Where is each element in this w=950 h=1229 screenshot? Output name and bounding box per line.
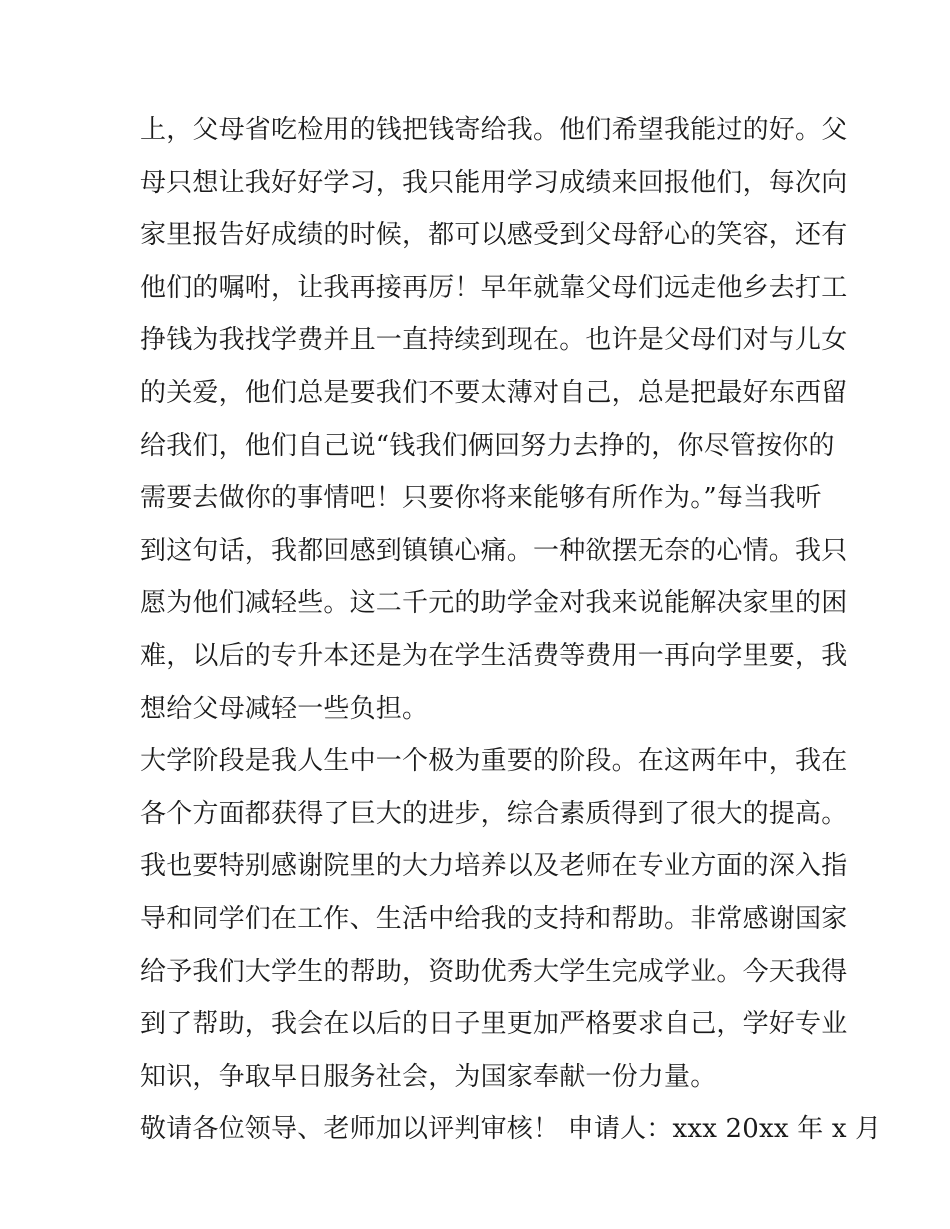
text-line: 难，以后的专升本还是为在学生活费等费用一再向学里要，我 xyxy=(140,640,848,671)
signature-line: 敬请各位领导、老师加以评判审核！ 申请人：xxx 20xx 年 x 月 xyxy=(140,1114,882,1145)
text-line: 各个方面都获得了巨大的进步，综合素质得到了很大的提高。 xyxy=(140,798,848,829)
text-line: 给我们，他们自己说“钱我们俩回努力去挣的，你尽管按你的 xyxy=(140,430,835,461)
text-line: 母只想让我好好学习，我只能用学习成绩来回报他们，每次向 xyxy=(140,167,848,198)
text-line: 我也要特别感谢院里的大力培养以及老师在专业方面的深入指 xyxy=(140,851,848,882)
text-line: 需要去做你的事情吧！只要你将来能够有所作为。”每当我听 xyxy=(140,483,822,514)
text-line: 挣钱为我找学费并且一直持续到现在。也许是父母们对与儿女 xyxy=(140,325,848,356)
text-line: 的关爱，他们总是要我们不要太薄对自己，总是把最好东西留 xyxy=(140,377,848,408)
document-body xyxy=(140,104,882,1156)
text-line: 愿为他们减轻些。这二千元的助学金对我来说能解决家里的困 xyxy=(140,588,848,619)
paragraph-end-line: 知识，争取早日服务社会，为国家奉献一份力量。 xyxy=(140,1061,717,1092)
text-line: 大学阶段是我人生中一个极为重要的阶段。在这两年中，我在 xyxy=(140,746,848,777)
text-line: 他们的嘱咐，让我再接再厉！早年就靠父母们远走他乡去打工 xyxy=(140,272,848,303)
text-line: 家里报告好成绩的时候，都可以感受到父母舒心的笑容，还有 xyxy=(140,220,848,251)
text-line: 上，父母省吃检用的钱把钱寄给我。他们希望我能过的好。父 xyxy=(140,115,848,145)
text-line: 给予我们大学生的帮助，资助优秀大学生完成学业。今天我得 xyxy=(140,956,848,987)
text-line: 到了帮助，我会在以后的日子里更加严格要求自己，学好专业 xyxy=(140,1009,848,1040)
paragraph-end-line: 想给父母减轻一些负担。 xyxy=(140,693,429,724)
text-line: 到这句话，我都回感到镇镇心痛。一种欲摆无奈的心情。我只 xyxy=(140,535,848,566)
text-line: 导和同学们在工作、生活中给我的支持和帮助。非常感谢国家 xyxy=(140,903,848,934)
